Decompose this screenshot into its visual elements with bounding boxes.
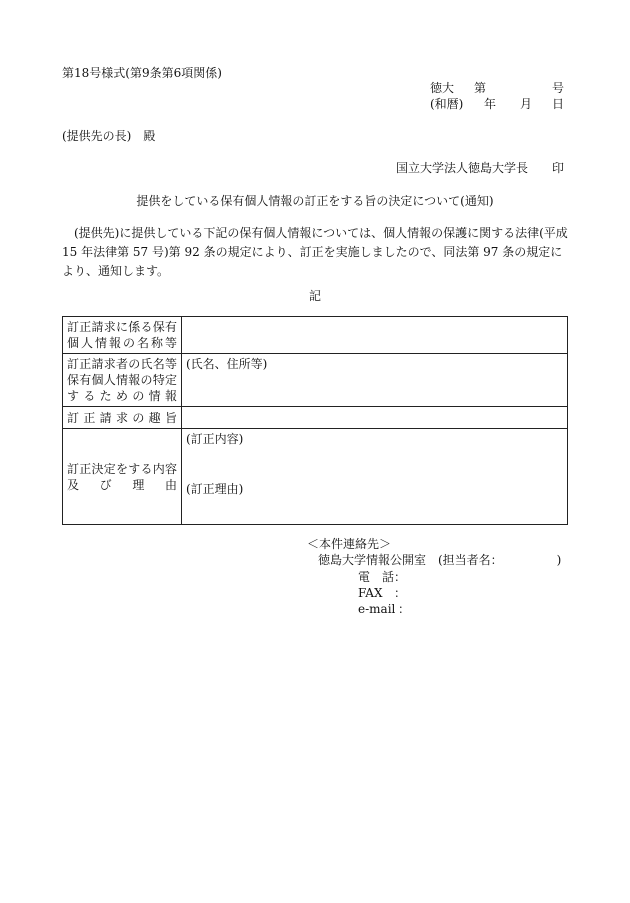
sender: 国立大学法人徳島大学長 印 — [395, 161, 564, 175]
table-row — [63, 354, 568, 407]
label-line: 訂正請求者の氏名等 — [67, 357, 177, 371]
date-year: 年 — [483, 97, 496, 111]
row-label — [63, 317, 182, 354]
correction-content-label: (訂正内容) — [186, 432, 244, 446]
label-line: するための情報 — [67, 389, 177, 403]
doc-prefix: 徳大 — [429, 81, 454, 95]
contact-fax — [358, 585, 406, 601]
doc-go: 号 — [551, 81, 564, 95]
table-row — [63, 429, 568, 525]
label-line: 保有個人情報の特定 — [67, 373, 177, 387]
row-label — [63, 407, 182, 429]
doc-dai: 第 — [473, 81, 486, 95]
separator: ： — [394, 570, 407, 584]
row-label — [63, 354, 182, 407]
label-line: 及び理由 — [67, 477, 177, 492]
date-month: 月 — [519, 97, 532, 111]
row-value[interactable] — [182, 317, 568, 354]
separator: ： — [398, 602, 411, 616]
row-value[interactable]: (氏名、住所等) — [182, 354, 568, 407]
document-title: 提供をしている保有個人情報の訂正をする旨の決定について(通知) — [136, 194, 494, 208]
row-value[interactable] — [182, 429, 568, 525]
row-label — [63, 429, 182, 525]
contact-phone — [358, 569, 406, 585]
date-era: (和暦) — [429, 97, 464, 111]
table-row — [63, 317, 568, 354]
ki-heading: 記 — [308, 289, 321, 303]
row-value[interactable] — [182, 407, 568, 429]
email-label: e-mail — [358, 602, 396, 616]
label-line: 訂正請求に係る保有 — [67, 320, 177, 334]
label-line: 訂正決定をする内容 — [67, 461, 177, 476]
info-table — [62, 316, 568, 525]
contact-title: ＜本件連絡先＞ — [307, 537, 392, 551]
label-line: 訂正請求の趣旨 — [67, 410, 177, 425]
correction-reason-label: (訂正理由) — [186, 482, 244, 496]
contact-office: 徳島大学情報公開室 (担当者名： ) — [318, 553, 562, 567]
phone-label: 電話 — [358, 570, 394, 584]
document-date — [430, 96, 564, 112]
contact-email — [358, 601, 410, 617]
separator: ： — [394, 586, 407, 600]
document-number — [430, 80, 564, 96]
date-day: 日 — [551, 97, 564, 111]
fax-label: FAX — [358, 586, 383, 600]
body-text: (提供先)に提供している下記の保有個人情報については、個人情報の保護に関する法律(平成 15 年法律第 57 号)第 92 条の規定により、訂正を実施しましたので、同法第 97 条の規定により、通知します。 — [62, 226, 568, 278]
table-row — [63, 407, 568, 429]
addressee: (提供先の長) 殿 — [62, 129, 156, 143]
form-number: 第18号様式(第9条第6項関係) — [62, 66, 222, 80]
label-line: 個人情報の名称等 — [67, 336, 177, 350]
